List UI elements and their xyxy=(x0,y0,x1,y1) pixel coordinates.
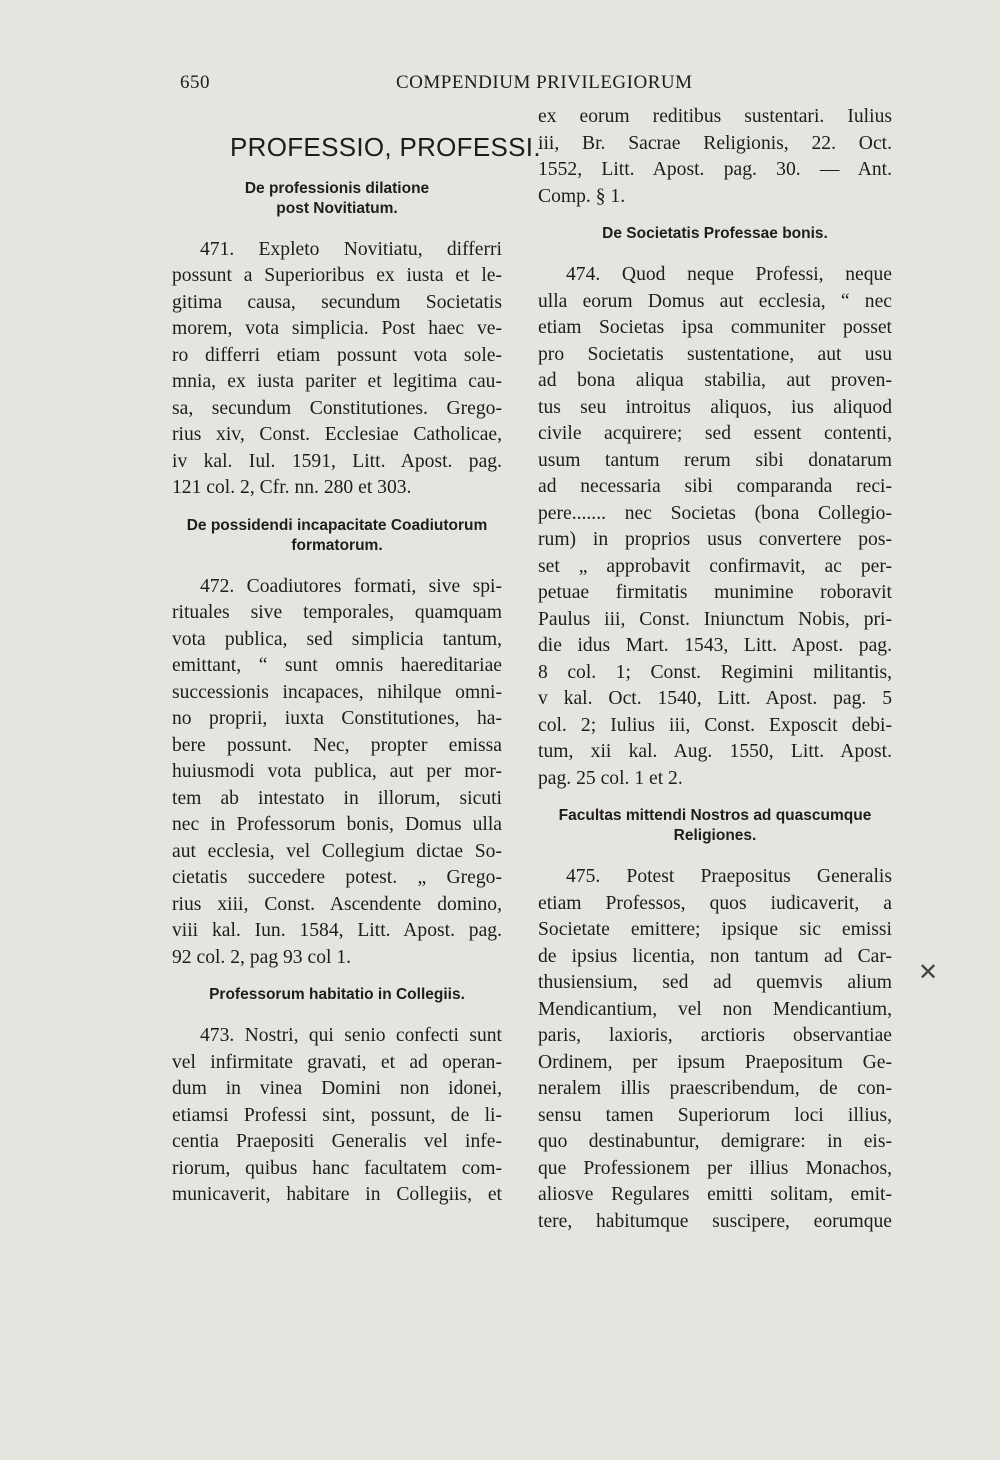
text-line: aut ecclesia, vel Collegium dictae So- xyxy=(172,840,502,862)
text-line: successionis incapaces, nihilque omni- xyxy=(172,681,502,703)
text-line: que Professionem per illius Monachos, xyxy=(538,1157,892,1179)
subheading-471 xyxy=(172,179,502,219)
text-line: etiam Societas ipsa communiter posset xyxy=(538,317,892,338)
text-line: centia Praepositi Generalis vel infe- xyxy=(172,1131,502,1152)
text-line: emittant, “ sunt omnis haereditariae xyxy=(172,655,502,676)
paragraph-474 xyxy=(538,262,892,792)
subheading-472 xyxy=(172,516,502,556)
text-line: no proprii, iuxta Constitutiones, ha- xyxy=(172,708,502,729)
text-line: 1552, Litt. Apost. pag. 30. — Ant. xyxy=(538,159,892,180)
text-line: Paulus iii, Const. Iniunctum Nobis, pri- xyxy=(538,608,892,630)
text-line: petuae firmitatis munimine roboravit xyxy=(538,582,892,603)
paragraph-473-continued xyxy=(538,104,892,210)
subheading-475-line: Religiones. xyxy=(673,827,757,844)
text-line: etiamsi Professi sint, possunt, de li- xyxy=(172,1104,502,1126)
right-column xyxy=(538,104,892,1235)
paragraph-473 xyxy=(172,1023,502,1209)
text-line: rum) in proprios usus convertere pos- xyxy=(538,529,892,550)
text-line: 471. Expleto Novitiatu, differri xyxy=(200,238,502,260)
text-line: mnia, ex iusta pariter et legitima cau- xyxy=(172,371,502,392)
running-head xyxy=(180,72,900,100)
margin-annotation-mark: ✕ xyxy=(918,960,939,986)
text-line: 474. Quod neque Professi, neque xyxy=(566,264,892,285)
text-line: ad necessaria sibi comparanda reci- xyxy=(538,476,892,497)
text-line: usum tantum rerum sibi donatarum xyxy=(538,449,892,471)
subheading-472-line: formatorum. xyxy=(291,536,383,554)
text-line: civile acquirere; sed essent contenti, xyxy=(538,423,892,444)
text-line: sensu tamen Superiorum loci illius, xyxy=(538,1104,892,1126)
text-line: neralem illis praescribendum, de con- xyxy=(538,1078,892,1099)
text-line: pere....... nec Societas (bona Collegio- xyxy=(538,502,892,524)
subheading-474 xyxy=(538,224,892,244)
text-line: tere, habitumque suscipere, eorumque xyxy=(538,1210,892,1232)
text-line: iv kal. Iul. 1591, Litt. Apost. pag. xyxy=(172,450,502,472)
text-line: tus seu introitus aliquos, ius aliquod xyxy=(538,396,892,418)
text-line: de ipsius licentia, non tantum ad Car- xyxy=(538,945,892,967)
text-line: tem ab intestato in illorum, sicuti xyxy=(172,787,502,809)
text-line: morem, vota simplicia. Post haec ve- xyxy=(172,318,502,339)
subheading-475-line: Facultas mittendi Nostros ad quascumque xyxy=(558,807,872,824)
text-line: vota publica, sed simplicia tantum, xyxy=(172,628,502,650)
text-line: v kal. Oct. 1540, Litt. Apost. pag. 5 xyxy=(538,688,892,709)
text-line: possunt a Superioribus ex iusta et le- xyxy=(172,265,502,286)
subheading-474-line: De Societatis Professae bonis. xyxy=(602,225,828,242)
text-line: bere possunt. Nec, propter emissa xyxy=(172,734,502,756)
text-line: ex eorum reditibus sustentari. Iulius xyxy=(538,106,892,127)
text-line: Mendicantium, vel non Mendicantium, xyxy=(538,998,892,1020)
text-line: 121 col. 2, Cfr. nn. 280 et 303. xyxy=(172,477,412,498)
text-line: gitima causa, secundum Societatis xyxy=(172,291,502,313)
text-line: huiusmodi vota publica, aut per mor- xyxy=(172,761,502,782)
text-line: aliosve Regulares emitti solitam, emit- xyxy=(538,1184,892,1205)
text-line: ulla eorum Domus aut ecclesia, “ nec xyxy=(538,290,892,312)
text-line: municaverit, habitare in Collegiis, et xyxy=(172,1184,502,1205)
text-line: 92 col. 2, pag 93 col 1. xyxy=(172,946,352,968)
text-line: rituales sive temporales, quamquam xyxy=(172,602,502,623)
paragraph-471 xyxy=(172,237,502,502)
text-line: nec in Professorum bonis, Domus ulla xyxy=(172,814,502,835)
text-line: col. 2; Iulius iii, Const. Exposcit debi- xyxy=(538,714,892,736)
text-line: pro Societatis sustentatione, aut usu xyxy=(538,343,892,365)
text-line: rius xiv, Const. Ecclesiae Catholicae, xyxy=(172,424,502,445)
text-line: 473. Nostri, qui senio confecti sunt xyxy=(200,1025,502,1046)
text-line: Societate emittere; ipsique sic emissi xyxy=(538,919,892,940)
subheading-473 xyxy=(172,985,502,1005)
paragraph-472 xyxy=(172,574,502,972)
text-line: Comp. § 1. xyxy=(538,185,626,207)
page-number: 650 xyxy=(180,72,210,93)
text-line: thusiensium, sed ad quemvis alium xyxy=(538,972,892,993)
subheading-471-line: post Novitiatum. xyxy=(276,199,398,217)
text-line: cietatis succedere potest. „ Grego- xyxy=(172,867,502,888)
text-line: sa, secundum Constitutiones. Grego- xyxy=(172,397,502,419)
subheading-475 xyxy=(538,806,892,846)
text-line: 472. Coadiutores formati, sive spi- xyxy=(200,575,502,597)
text-line: ro differri etiam possunt vota sole- xyxy=(172,344,502,366)
subheading-471-line: De professionis dilatione xyxy=(244,179,430,197)
paragraph-475 xyxy=(538,864,892,1235)
text-line: vel infirmitate gravati, et ad operan- xyxy=(172,1051,502,1073)
text-line: iii, Br. Sacrae Religionis, 22. Oct. xyxy=(538,132,892,154)
text-line: rius xiii, Const. Ascendente domino, xyxy=(172,893,502,915)
subheading-473-line: Professorum habitatio in Collegiis. xyxy=(209,986,465,1003)
running-title: COMPENDIUM PRIVILEGIORUM xyxy=(396,72,693,93)
subheading-472-line: De possidendi incapacitate Coadiutorum xyxy=(186,516,488,534)
text-line: 475. Potest Praepositus Generalis xyxy=(566,866,892,887)
text-line: die idus Mart. 1543, Litt. Apost. pag. xyxy=(538,635,892,656)
text-line: Ordinem, per ipsum Praepositum Ge- xyxy=(538,1051,892,1073)
left-column xyxy=(172,104,541,1209)
text-line: paris, laxioris, arctioris observantiae xyxy=(538,1025,892,1046)
text-line: riorum, quibus hanc facultatem com- xyxy=(172,1157,502,1179)
text-line: pag. 25 col. 1 et 2. xyxy=(538,767,683,789)
text-line: tum, xii kal. Aug. 1550, Litt. Apost. xyxy=(538,741,892,762)
text-line: 8 col. 1; Const. Regimini militantis, xyxy=(538,661,892,683)
text-line: dum in vinea Domini non idonei, xyxy=(172,1078,502,1099)
text-line: quo destinabuntur, demigrare: in eis- xyxy=(538,1131,892,1152)
text-line: ad bona aliqua stabilia, aut proven- xyxy=(538,370,892,391)
text-line: viii kal. Iun. 1584, Litt. Apost. pag. xyxy=(172,920,502,941)
text-line: etiam Professos, quos iudicaverit, a xyxy=(538,892,892,914)
text-line: set „ approbavit confirmavit, ac per- xyxy=(538,555,892,577)
section-title: PROFESSIO, PROFESSI. xyxy=(230,132,541,162)
